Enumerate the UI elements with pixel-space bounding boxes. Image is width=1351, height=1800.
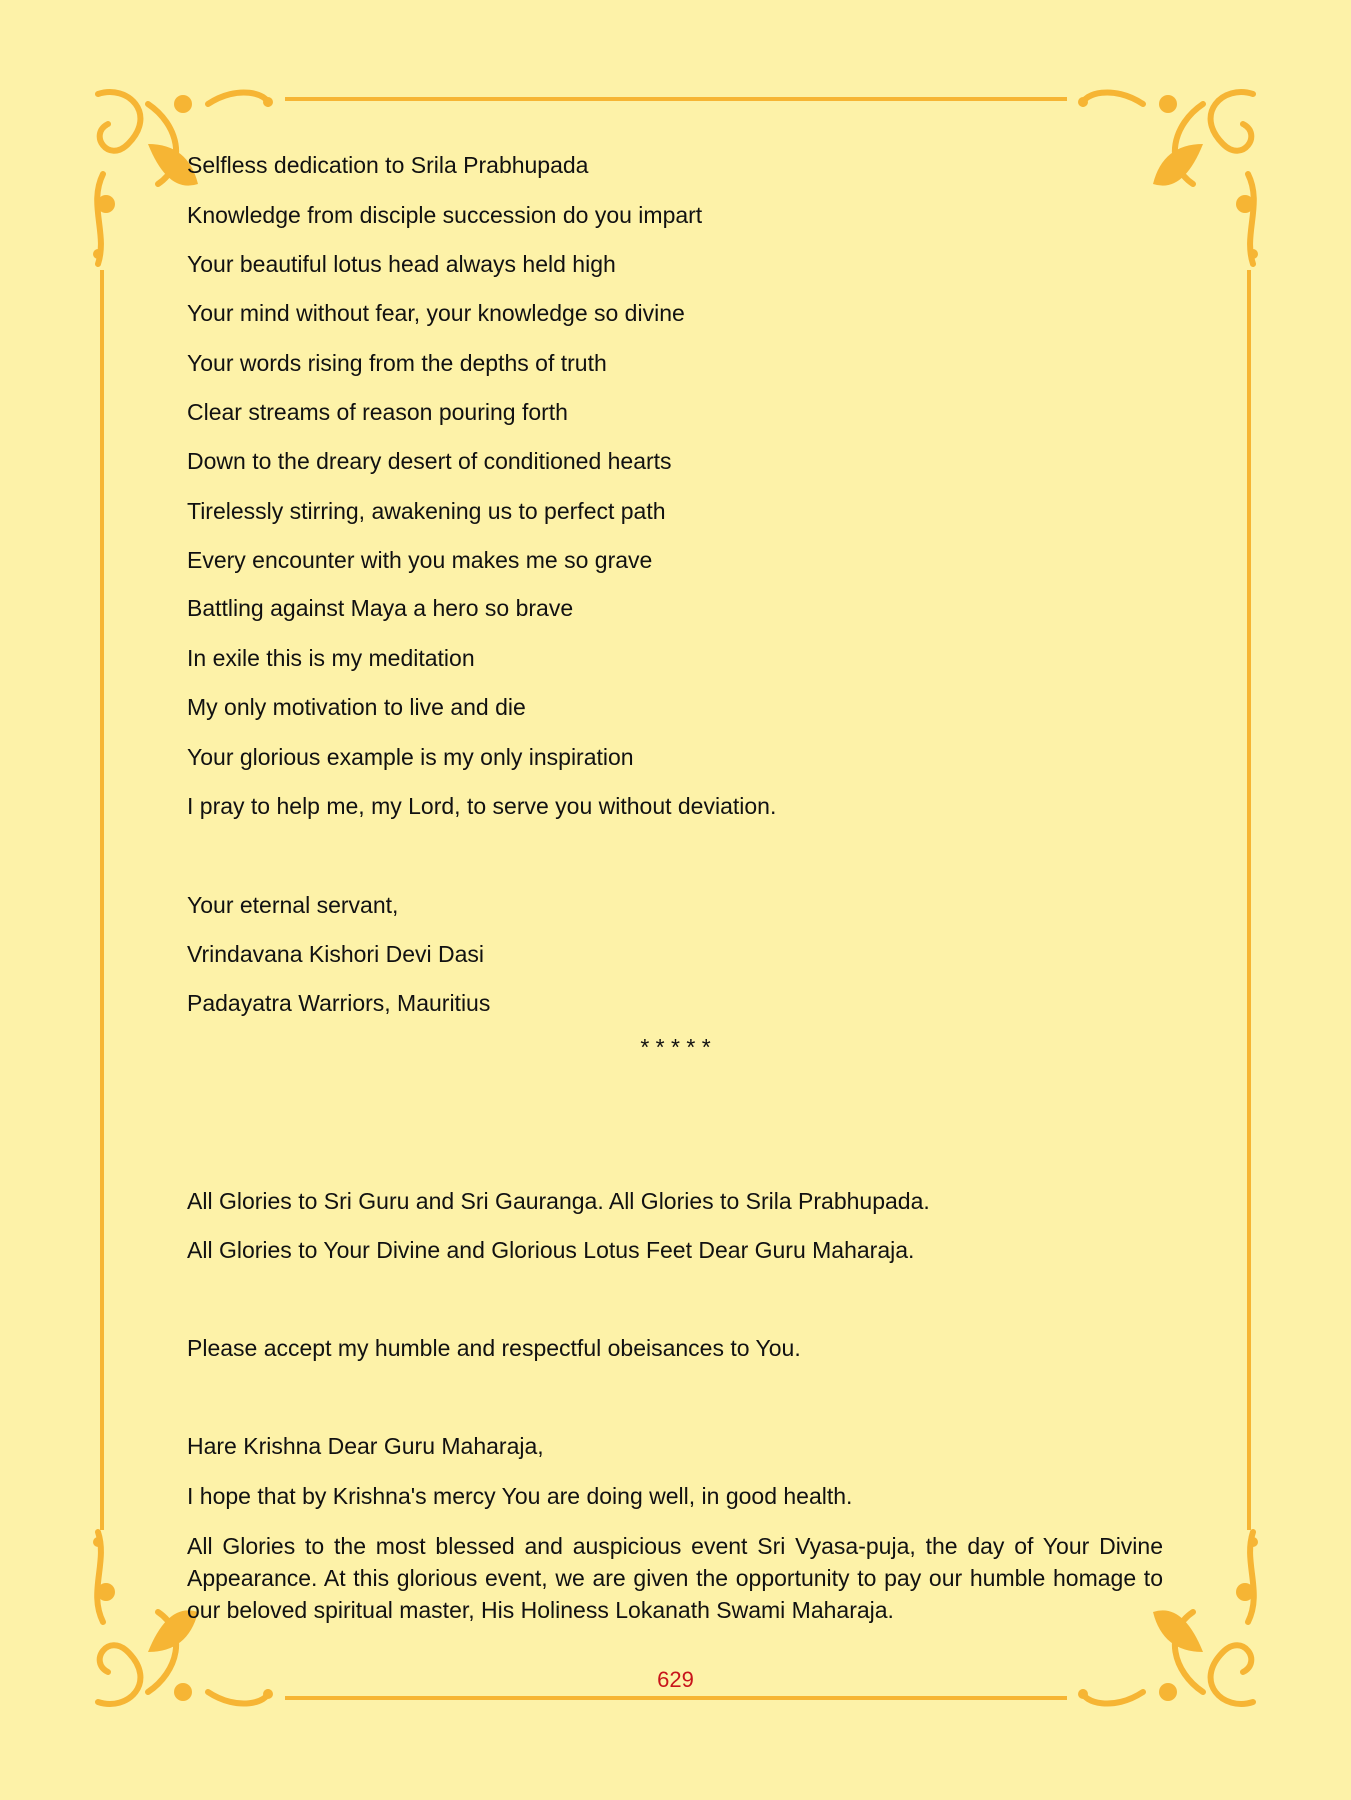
poem-line: Down to the dreary desert of conditioned hearts [187, 448, 672, 474]
corner-ornament-icon [1063, 84, 1263, 274]
obeisances-line: Please accept my humble and respectful obeisances to You. [187, 1335, 801, 1361]
border-bottom [285, 1696, 1067, 1700]
poem-line: Your mind without fear, your knowledge so divine [187, 300, 685, 326]
section-separator: * * * * * [640, 1034, 711, 1060]
greeting-line: Hare Krishna Dear Guru Maharaja, [187, 1433, 544, 1459]
signature-name: Vrindavana Kishori Devi Dasi [187, 941, 485, 967]
hope-line: I hope that by Krishna's mercy You are doing well, in good health. [187, 1483, 853, 1509]
poem-line: My only motivation to live and die [187, 694, 526, 720]
poem-line: In exile this is my meditation [187, 645, 475, 671]
glories-line: All Glories to Sri Guru and Sri Gauranga. All Glories to Srila Prabhupada. [187, 1188, 930, 1214]
border-left [100, 270, 104, 1530]
glories-line: All Glories to Your Divine and Glorious Lotus Feet Dear Guru Maharaja. [187, 1237, 915, 1263]
border-right [1247, 270, 1251, 1530]
poem-line: Selfless dedication to Srila Prabhupada [187, 152, 589, 178]
signature-closing: Your eternal servant, [187, 892, 399, 918]
poem-line: Battling against Maya a hero so brave [187, 595, 574, 621]
poem-line: Clear streams of reason pouring forth [187, 399, 568, 425]
signature-location: Padayatra Warriors, Mauritius [187, 990, 491, 1016]
poem-line: Tirelessly stirring, awakening us to perfect path [187, 498, 666, 524]
poem-line: Your words rising from the depths of truth [187, 350, 607, 376]
page-number: 629 [657, 1667, 694, 1692]
poem-line: Every encounter with you makes me so grave [187, 547, 653, 573]
poem-line: I pray to help me, my Lord, to serve you without deviation. [187, 793, 777, 819]
border-top [285, 97, 1067, 101]
poem-line: Your beautiful lotus head always held high [187, 251, 616, 277]
poem-line: Knowledge from disciple succession do you impart [187, 202, 703, 228]
body-paragraph: All Glories to the most blessed and auspicious event Sri Vyasa-puja, the day of Your Divine Appearance. At this glorious event, we are given the opportunity to pay our humble homage to our beloved spiritual master, His Holiness Lokanath Swami Maharaja. [187, 1533, 1163, 1623]
poem-line: Your glorious example is my only inspiration [187, 744, 634, 770]
